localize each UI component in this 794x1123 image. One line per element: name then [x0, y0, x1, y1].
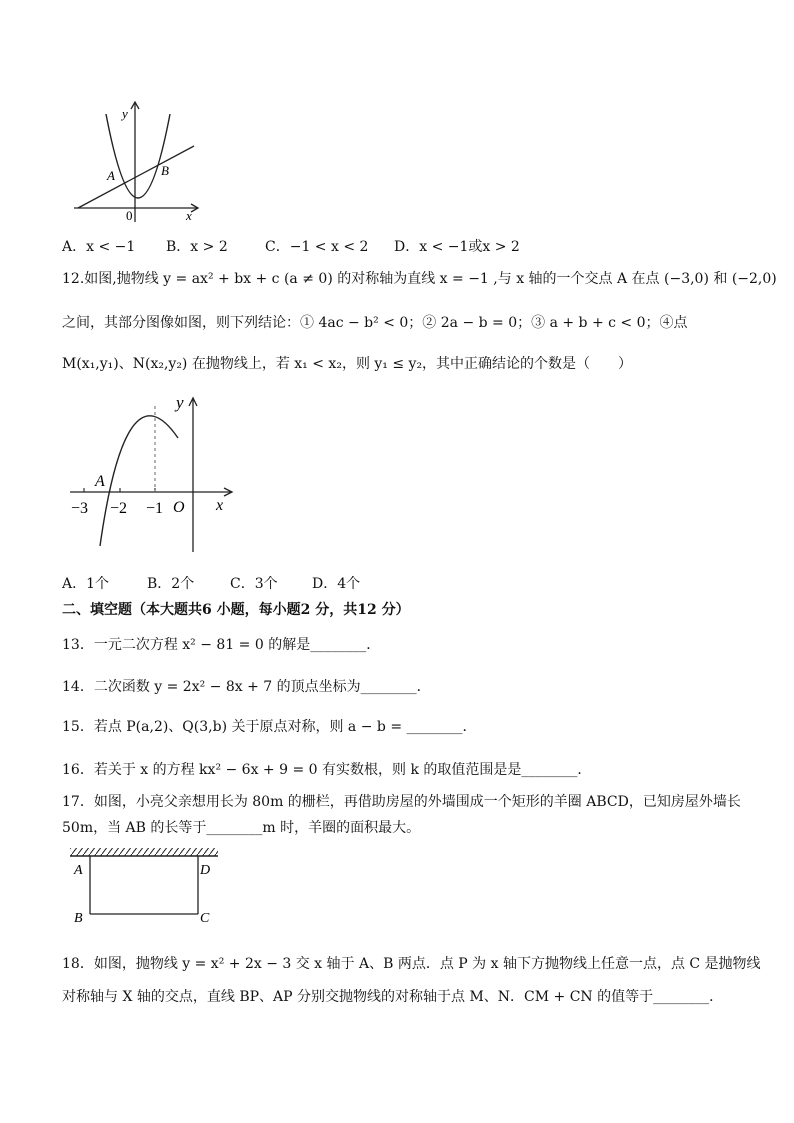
q12-line-3: M(x₁,y₁)、N(x₂,y₂) 在抛物线上，若 x₁ < x₂，则 y₁ ≤ y₂，其中正确结论的个数是（ ）	[62, 356, 633, 372]
fig11-point-a-label: A	[107, 168, 115, 183]
fig12-x-label: x	[216, 497, 224, 514]
q11-option-c: C．−1 < x < 2	[265, 239, 369, 255]
q12-option-c: C．3个	[230, 576, 278, 592]
q15: 15．若点 P(a,2)、Q(3,b) 关于原点对称，则 a − b = ________．	[62, 719, 477, 735]
fig17-point-a-label: A	[74, 863, 83, 878]
fig12-origin-label: O	[173, 499, 185, 516]
q12-option-b: B．2个	[147, 576, 195, 592]
figure-q12	[66, 392, 238, 557]
q17-line-1: 17．如图，小亮父亲想用长为 80m 的栅栏，再借助房屋的外墙围成一个矩形的羊圈 ABCD，已知房屋外墙长	[62, 794, 741, 810]
q11-option-d: D．x < −1或x > 2	[394, 239, 520, 255]
fig17-point-d-label: D	[200, 863, 211, 878]
fig11-origin-label: 0	[126, 208, 133, 223]
q11-option-b: B．x > 2	[166, 239, 228, 255]
q14: 14．二次函数 y = 2x² − 8x + 7 的顶点坐标为________．	[62, 679, 431, 695]
fig12-point-a-label: A	[95, 473, 105, 490]
fig17-point-c-label: C	[200, 911, 210, 926]
q12-line-1: 12.如图,抛物线 y = ax² + bx + c (a ≠ 0) 的对称轴为直线 x = −1 ,与 x 轴的一个交点 A 在点 (−3,0) 和 (−2,0)	[62, 271, 777, 287]
figure-q17	[66, 846, 222, 928]
fig17-point-b-label: B	[74, 911, 83, 926]
fig11-y-label: y	[122, 106, 128, 121]
fig12-y-label: y	[176, 393, 184, 412]
fig11-point-b-label: B	[161, 163, 169, 178]
q16: 16．若关于 x 的方程 kx² − 6x + 9 = 0 有实数根，则 k 的取值范围是是________．	[62, 762, 592, 778]
q18-line-2: 对称轴与 X 轴的交点，直线 BP、AP 分别交抛物线的对称轴于点 M、N．CM + CN 的值等于________．	[62, 989, 724, 1005]
q17-line-2: 50m，当 AB 的长等于________m 时，羊圈的面积最大。	[62, 820, 421, 836]
q18-line-1: 18．如图，抛物线 y = x² + 2x − 3 交 x 轴于 A、B 两点．点 P 为 x 轴下方抛物线上任意一点，点 C 是抛物线	[62, 956, 761, 972]
fig12-tick-minus-2: −2	[110, 500, 128, 517]
q12-line-2: 之间，其部分图像如图，则下列结论：① 4ac − b² < 0；② 2a − b = 0；③ a + b + c < 0；④点	[62, 315, 688, 331]
section-heading-fill-in: 二、填空题（本大题共6 小题，每小题2 分，共12 分）	[62, 602, 410, 618]
figure-q11	[70, 96, 210, 226]
q11-option-a: A．x < −1	[62, 239, 136, 255]
q12-option-a: A．1个	[62, 576, 110, 592]
q13: 13．一元二次方程 x² − 81 = 0 的解是________．	[62, 637, 381, 653]
fig11-x-label: x	[186, 208, 192, 223]
q12-option-d: D．4个	[312, 576, 361, 592]
fig12-tick-minus-1: −1	[146, 500, 164, 517]
fig12-tick-minus-3: −3	[71, 500, 89, 517]
